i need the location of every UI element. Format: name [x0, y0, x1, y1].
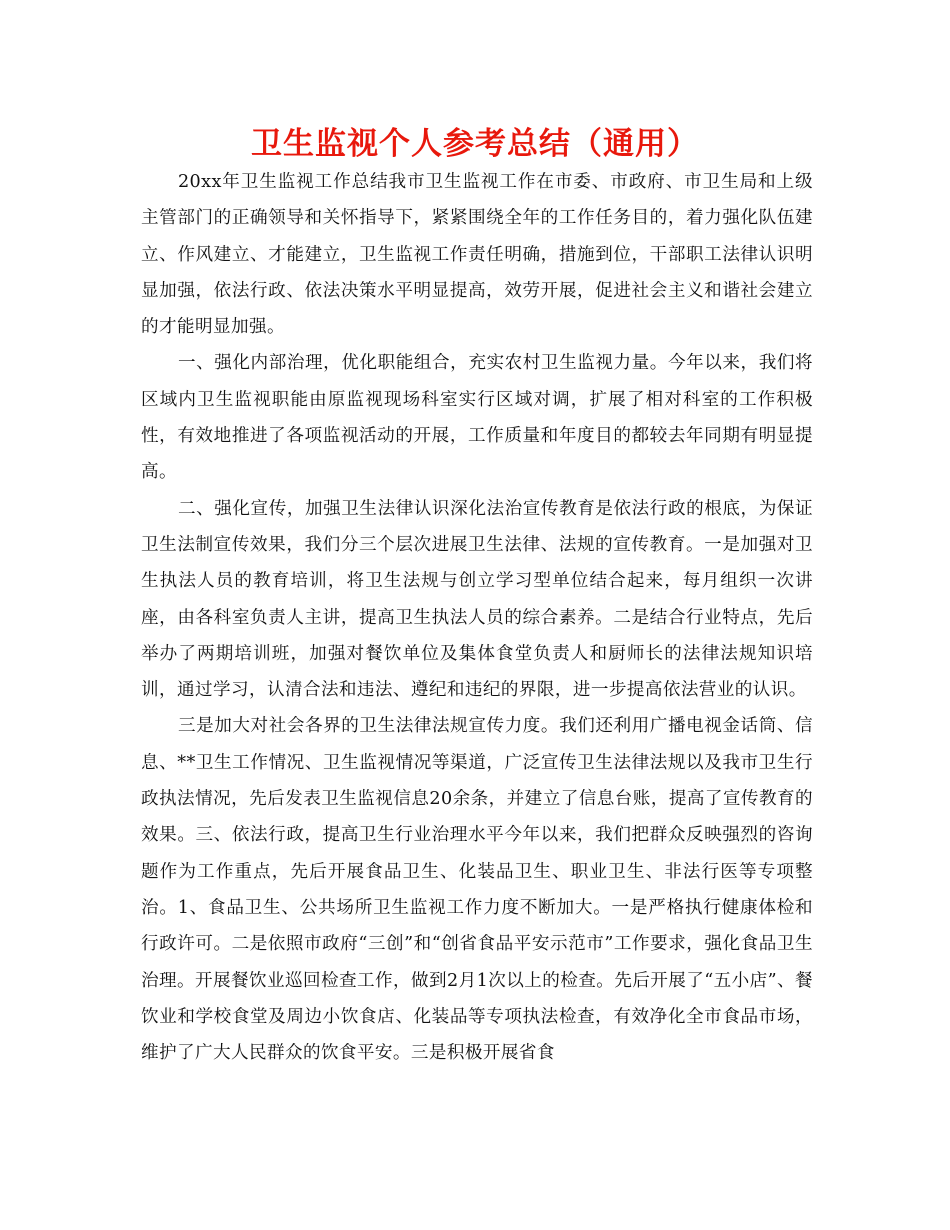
document-body	[141, 164, 813, 1071]
document-title: 卫生监视个人参考总结（通用）	[251, 126, 699, 162]
paragraph-section-one: 一、强化内部治理，优化职能组合，充实农村卫生监视力量。今年以来，我们将区域内卫生监视职能由原监视现场科室实行区域对调，扩展了相对科室的工作积极性，有效地推进了各项监视活动的开展，工作质量和年度目的都较去年同期有明显提高。	[141, 353, 813, 483]
paragraph-section-two: 二、强化宣传，加强卫生法律认识深化法治宣传教育是依法行政的根底，为保证卫生法制宣传效果，我们分三个层次进展卫生法律、法规的宣传教育。一是加强对卫生执法人员的教育培训，将卫生法规与创立学习型单位结合起来，每月组织一次讲座，由各科室负责人主讲，提高卫生执法人员的综合素养。二是结合行业特点，先后举办了两期培训班，加强对餐饮单位及集体食堂负责人和厨师长的法律法规知识培训，通过学习，认清合法和违法、遵纪和违纪的界限，进一步提高依法营业的认识。	[141, 498, 813, 701]
paragraph-section-three: 三是加大对社会各界的卫生法律法规宣传力度。我们还利用广播电视金话筒、信息、**卫生工作情况、卫生监视情况等渠道，广泛宣传卫生法律法规以及我市卫生行政执法情况，先后发表卫生监视信息20余条，并建立了信息台账，提高了宣传教育的效果。三、依法行政，提高卫生行业治理水平今年以来，我们把群众反映强烈的咨询题作为工作重点，先后开展食品卫生、化装品卫生、职业卫生、非法行医等专项整治。1、食品卫生、公共场所卫生监视工作力度不断加大。一是严格执行健康体检和行政许可。二是依照市政府“三创”和“创省食品平安示范市”工作要求，强化食品卫生治理。开展餐饮业巡回检查工作，做到2月1次以上的检查。先后开展了“五小店”、餐饮业和学校食堂及周边小饮食店、化装品等专项执法检查，有效净化全市食品市场，维护了广大人民群众的饮食平安。三是积极开展省食	[141, 716, 813, 1064]
paragraph-intro: 20xx年卫生监视工作总结我市卫生监视工作在市委、市政府、市卫生局和上级主管部门的正确领导和关怀指导下，紧紧围绕全年的工作任务目的，着力强化队伍建立、作风建立、才能建立，卫生监视工作责任明确，措施到位，干部职工法律认识明显加强，依法行政、依法决策水平明显提高，效劳开展，促进社会主义和谐社会建立的才能明显加强。	[141, 172, 813, 338]
